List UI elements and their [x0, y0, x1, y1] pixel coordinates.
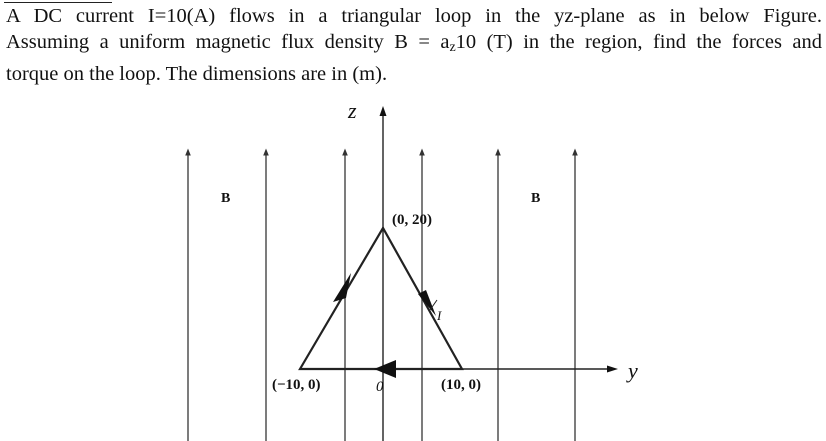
field-label-left: B: [221, 191, 231, 206]
current-arrow-right-side: [418, 290, 436, 316]
right-vertex-label: (10, 0): [441, 377, 481, 393]
problem-line-2-post: 10 (T) in the region, find the forces and: [455, 31, 822, 53]
origin-label: 0: [376, 379, 384, 395]
magnetic-field-lines: [188, 152, 575, 441]
problem-line-1: A DC current I=10(A) flows in a triangular loop in the yz-plane as in below Figure.: [6, 5, 822, 27]
left-vertex-label: (−10, 0): [272, 377, 321, 393]
y-axis-label: y: [628, 358, 638, 383]
triangular-loop: [300, 228, 462, 369]
field-label-right: B: [531, 191, 541, 206]
z-axis-label: z: [348, 98, 357, 123]
unit-vector-subscript: z: [449, 40, 456, 55]
problem-line-2-pre: Assuming a uniform magnetic flux density B = a: [6, 31, 450, 53]
current-label: I: [437, 308, 442, 323]
problem-line-3: torque on the loop. The dimensions are in (m).: [6, 63, 388, 85]
apex-label: (0, 20): [392, 212, 432, 228]
current-arrow-base: [374, 360, 396, 378]
